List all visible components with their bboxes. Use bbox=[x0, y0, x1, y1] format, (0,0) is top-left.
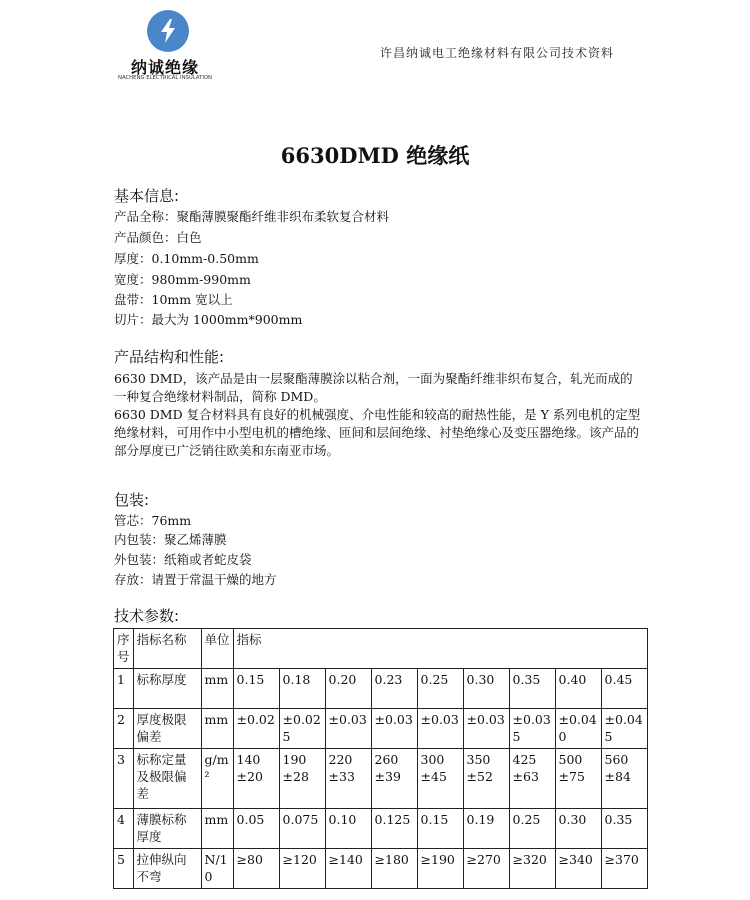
company-logo bbox=[112, 6, 218, 84]
table-cell: mm bbox=[201, 809, 233, 849]
table-cell: 0.25 bbox=[417, 669, 463, 709]
table-cell: 140±20 bbox=[233, 749, 279, 809]
table-cell: 标称定量及极限偏差 bbox=[133, 749, 201, 809]
tech-heading: 技术参数: bbox=[114, 607, 180, 625]
table-cell: 0.45 bbox=[601, 669, 647, 709]
packing-line: 内包装：聚乙烯薄膜 bbox=[114, 532, 227, 547]
table-cell: 350±52 bbox=[463, 749, 509, 809]
table-cell: 300±45 bbox=[417, 749, 463, 809]
table-cell: 0.15 bbox=[233, 669, 279, 709]
table-cell: 0.05 bbox=[233, 809, 279, 849]
table-row bbox=[114, 669, 648, 709]
table-cell: 0.40 bbox=[555, 669, 601, 709]
table-cell: mm bbox=[201, 709, 233, 749]
table-cell: 2 bbox=[114, 709, 134, 749]
basic-info-line: 宽度：980mm-990mm bbox=[114, 272, 251, 287]
table-cell: 0.10 bbox=[325, 809, 371, 849]
spec-table bbox=[113, 628, 648, 889]
table-cell: 0.25 bbox=[509, 809, 555, 849]
table-cell: ±0.03 bbox=[463, 709, 509, 749]
table-cell: 拉伸纵向不弯 bbox=[133, 849, 201, 889]
table-cell: 0.15 bbox=[417, 809, 463, 849]
header-cell: 单位 bbox=[201, 629, 233, 669]
table-row bbox=[114, 809, 648, 849]
table-cell: 0.30 bbox=[463, 669, 509, 709]
table-cell: 5 bbox=[114, 849, 134, 889]
table-cell: 560±84 bbox=[601, 749, 647, 809]
table-cell: 260±39 bbox=[371, 749, 417, 809]
packing-heading: 包装: bbox=[114, 491, 150, 509]
table-cell: 0.125 bbox=[371, 809, 417, 849]
basic-info-heading: 基本信息: bbox=[114, 187, 180, 205]
basic-info-line: 切片：最大为 1000mm*900mm bbox=[114, 312, 303, 327]
basic-info-line: 产品颜色：白色 bbox=[114, 230, 202, 245]
header-cell: 序号 bbox=[114, 629, 134, 669]
table-cell: N/10 bbox=[201, 849, 233, 889]
table-cell: 4 bbox=[114, 809, 134, 849]
lightning-bolt-icon bbox=[147, 10, 189, 52]
table-cell: 220±33 bbox=[325, 749, 371, 809]
table-cell: 3 bbox=[114, 749, 134, 809]
table-cell: ±0.03 bbox=[371, 709, 417, 749]
table-cell: ±0.045 bbox=[601, 709, 647, 749]
header-cell: 指标名称 bbox=[133, 629, 201, 669]
table-cell: 标称厚度 bbox=[133, 669, 201, 709]
packing-line: 外包装：纸箱或者蛇皮袋 bbox=[114, 552, 252, 567]
table-cell: mm bbox=[201, 669, 233, 709]
structure-paragraph: 6630 DMD，该产品是由一层聚酯薄膜涂以粘合剂，一面为聚酯纤维非织布复合，轧光而成的一种复合绝缘材料制品，简称 DMD。 bbox=[114, 371, 633, 404]
table-cell: ≥140 bbox=[325, 849, 371, 889]
table-cell: ±0.03 bbox=[417, 709, 463, 749]
table-cell: ±0.040 bbox=[555, 709, 601, 749]
packing-line: 管芯：76mm bbox=[114, 513, 192, 528]
table-cell: ≥180 bbox=[371, 849, 417, 889]
table-cell: 190±28 bbox=[279, 749, 325, 809]
table-cell: ≥120 bbox=[279, 849, 325, 889]
table-cell: 425±63 bbox=[509, 749, 555, 809]
table-cell: g/m² bbox=[201, 749, 233, 809]
table-cell: 0.20 bbox=[325, 669, 371, 709]
structure-body bbox=[114, 370, 644, 460]
logo-name: 纳诚绝缘 bbox=[130, 58, 199, 77]
table-cell: 薄膜标称厚度 bbox=[133, 809, 201, 849]
table-cell: ≥370 bbox=[601, 849, 647, 889]
table-row bbox=[114, 849, 648, 889]
table-cell: 500±75 bbox=[555, 749, 601, 809]
basic-info-line: 盘带：10mm 宽以上 bbox=[114, 292, 233, 307]
logo-subtitle: NACHENG ELECTRICAL INSULATION bbox=[117, 75, 213, 81]
table-cell: 0.35 bbox=[601, 809, 647, 849]
table-cell: ≥320 bbox=[509, 849, 555, 889]
packing-line: 存放：请置于常温干燥的地方 bbox=[114, 572, 277, 587]
table-cell: 0.30 bbox=[555, 809, 601, 849]
table-cell: ≥270 bbox=[463, 849, 509, 889]
table-cell: 0.19 bbox=[463, 809, 509, 849]
document-title: 6630DMD 绝缘纸 bbox=[280, 143, 470, 168]
basic-info-line: 产品全称：聚酯薄膜聚酯纤维非织布柔软复合材料 bbox=[114, 209, 390, 224]
table-cell: ±0.02 bbox=[233, 709, 279, 749]
table-cell: ±0.025 bbox=[279, 709, 325, 749]
company-header: 许昌纳诚电工绝缘材料有限公司技术资料 bbox=[380, 46, 615, 60]
table-cell: 0.35 bbox=[509, 669, 555, 709]
table-row bbox=[114, 749, 648, 809]
table-cell: ±0.03 bbox=[325, 709, 371, 749]
table-cell: ≥340 bbox=[555, 849, 601, 889]
table-row bbox=[114, 709, 648, 749]
table-header-row bbox=[114, 629, 648, 669]
table-cell: ≥80 bbox=[233, 849, 279, 889]
table-cell: ≥190 bbox=[417, 849, 463, 889]
table-cell: ±0.035 bbox=[509, 709, 555, 749]
table-cell: 0.23 bbox=[371, 669, 417, 709]
table-cell: 厚度极限偏差 bbox=[133, 709, 201, 749]
basic-info-line: 厚度：0.10mm-0.50mm bbox=[114, 251, 259, 266]
table-cell: 0.075 bbox=[279, 809, 325, 849]
structure-paragraph: 6630 DMD 复合材料具有良好的机械强度、介电性能和较高的耐热性能，是 Y 系列电机的定型绝缘材料，可用作中小型电机的槽绝缘、匝间和层间绝缘、衬垫绝缘心及变压器绝缘。该产品的部分厚度已广泛销往欧美和东南亚市场。 bbox=[114, 407, 641, 458]
table-cell: 1 bbox=[114, 669, 134, 709]
table-cell: 0.18 bbox=[279, 669, 325, 709]
structure-heading: 产品结构和性能: bbox=[114, 348, 225, 366]
header-cell: 指标 bbox=[233, 629, 647, 669]
